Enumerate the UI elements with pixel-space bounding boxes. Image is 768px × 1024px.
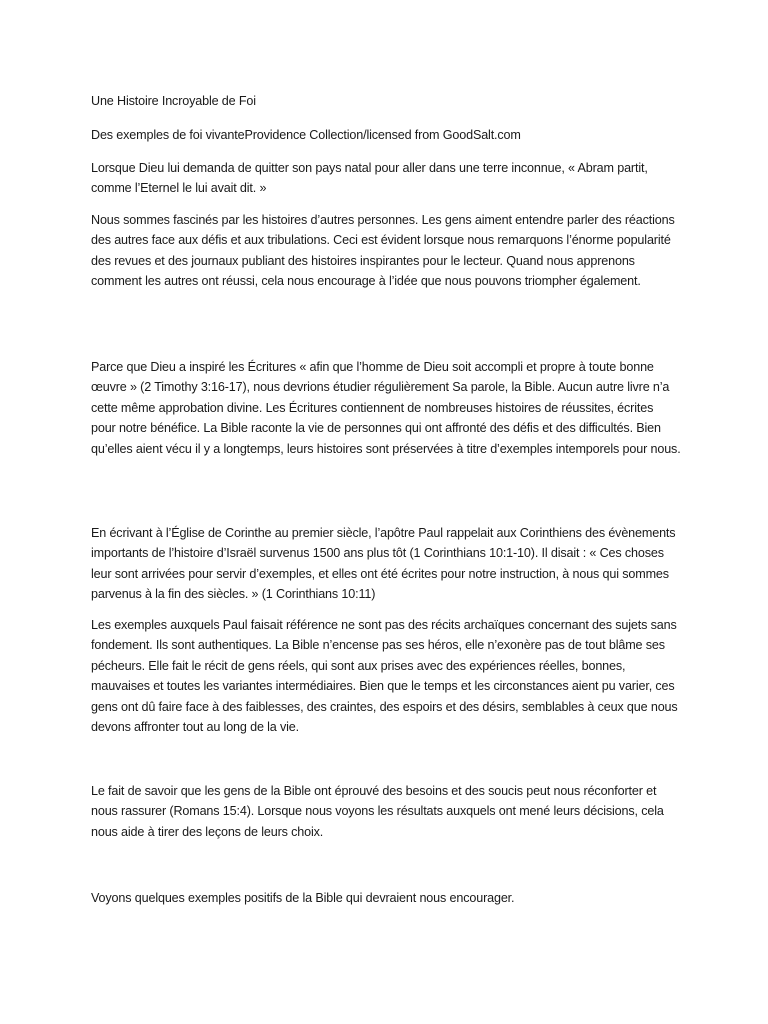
paragraph-comfort: Le fait de savoir que les gens de la Bible ont éprouvé des besoins et des soucis peut nous réconforter et nous rassurer (Romans 15:4). Lorsque nous voyons les résultats auxquels ont mené leurs décisions, cela nous aide à tirer des leçons de leurs choix. <box>91 784 664 839</box>
image-caption: Des exemples de foi vivanteProvidence Collection/licensed from GoodSalt.com <box>91 128 521 142</box>
paragraph-scripture: Parce que Dieu a inspiré les Écritures « afin que l’homme de Dieu soit accompli et propre à toute bonne œuvre » (2 Timothy 3:16-17), nous devrions étudier régulièrement Sa parole, la Bible. Aucun autre livre n’a cette même approbation divine. Les Écritures contiennent de nombreuses histoires de réussites, écrites pour notre bénéfice. La Bible raconte la vie de personnes qui ont affronté des défis et des difficultés. Bien qu’elles aient vécu il y a longtemps, leurs histoires sont préservées à titre d’exemples intemporels pour nous. <box>91 360 681 456</box>
paragraph-examples: Les exemples auxquels Paul faisait référence ne sont pas des récits archaïques concernant des sujets sans fondement. Ils sont authentiques. La Bible n’encense pas ses héros, elle n’exonère pas de tout blâme ses pécheurs. Elle fait le récit de gens réels, qui sont aux prises avec des expériences réelles, bonnes, mauvaises et toutes les variantes intermédiaires. Bien que le temps et les circonstances aient pu varier, ces gens ont dû faire face à des faiblesses, des craintes, des espoirs et des désirs, semblables à ceux que nous devons affronter tout au long de la vie. <box>91 618 678 735</box>
document-title: Une Histoire Incroyable de Foi <box>91 94 256 108</box>
paragraph-abram-quote: Lorsque Dieu lui demanda de quitter son pays natal pour aller dans une terre inconnue, « Abram partit, comme l’Eternel le lui avait dit. » <box>91 161 648 196</box>
paragraph-corinth: En écrivant à l’Église de Corinthe au premier siècle, l’apôtre Paul rappelait aux Corinthiens des évènements importants de l’histoire d’Israël survenus 1500 ans plus tôt (1 Corinthians 10:1-10). Il disait : « Ces choses leur sont arrivées pour servir d’exemples, et elles ont été écrites pour notre instruction, à nous qui sommes parvenus à la fin des siècles. » (1 Corinthians 10:11) <box>91 526 676 602</box>
paragraph-positive-examples: Voyons quelques exemples positifs de la Bible qui devraient nous encourager. <box>91 891 515 905</box>
paragraph-intro: Nous sommes fascinés par les histoires d’autres personnes. Les gens aiment entendre parler des réactions des autres face aux défis et aux tribulations. Ceci est évident lorsque nous remarquons l’énorme popularité des revues et des journaux publiant des histoires inspirantes pour le lecteur. Quand nous apprenons comment les autres ont réussi, cela nous encourage à l’idée que nous pouvons triompher également. <box>91 213 675 289</box>
